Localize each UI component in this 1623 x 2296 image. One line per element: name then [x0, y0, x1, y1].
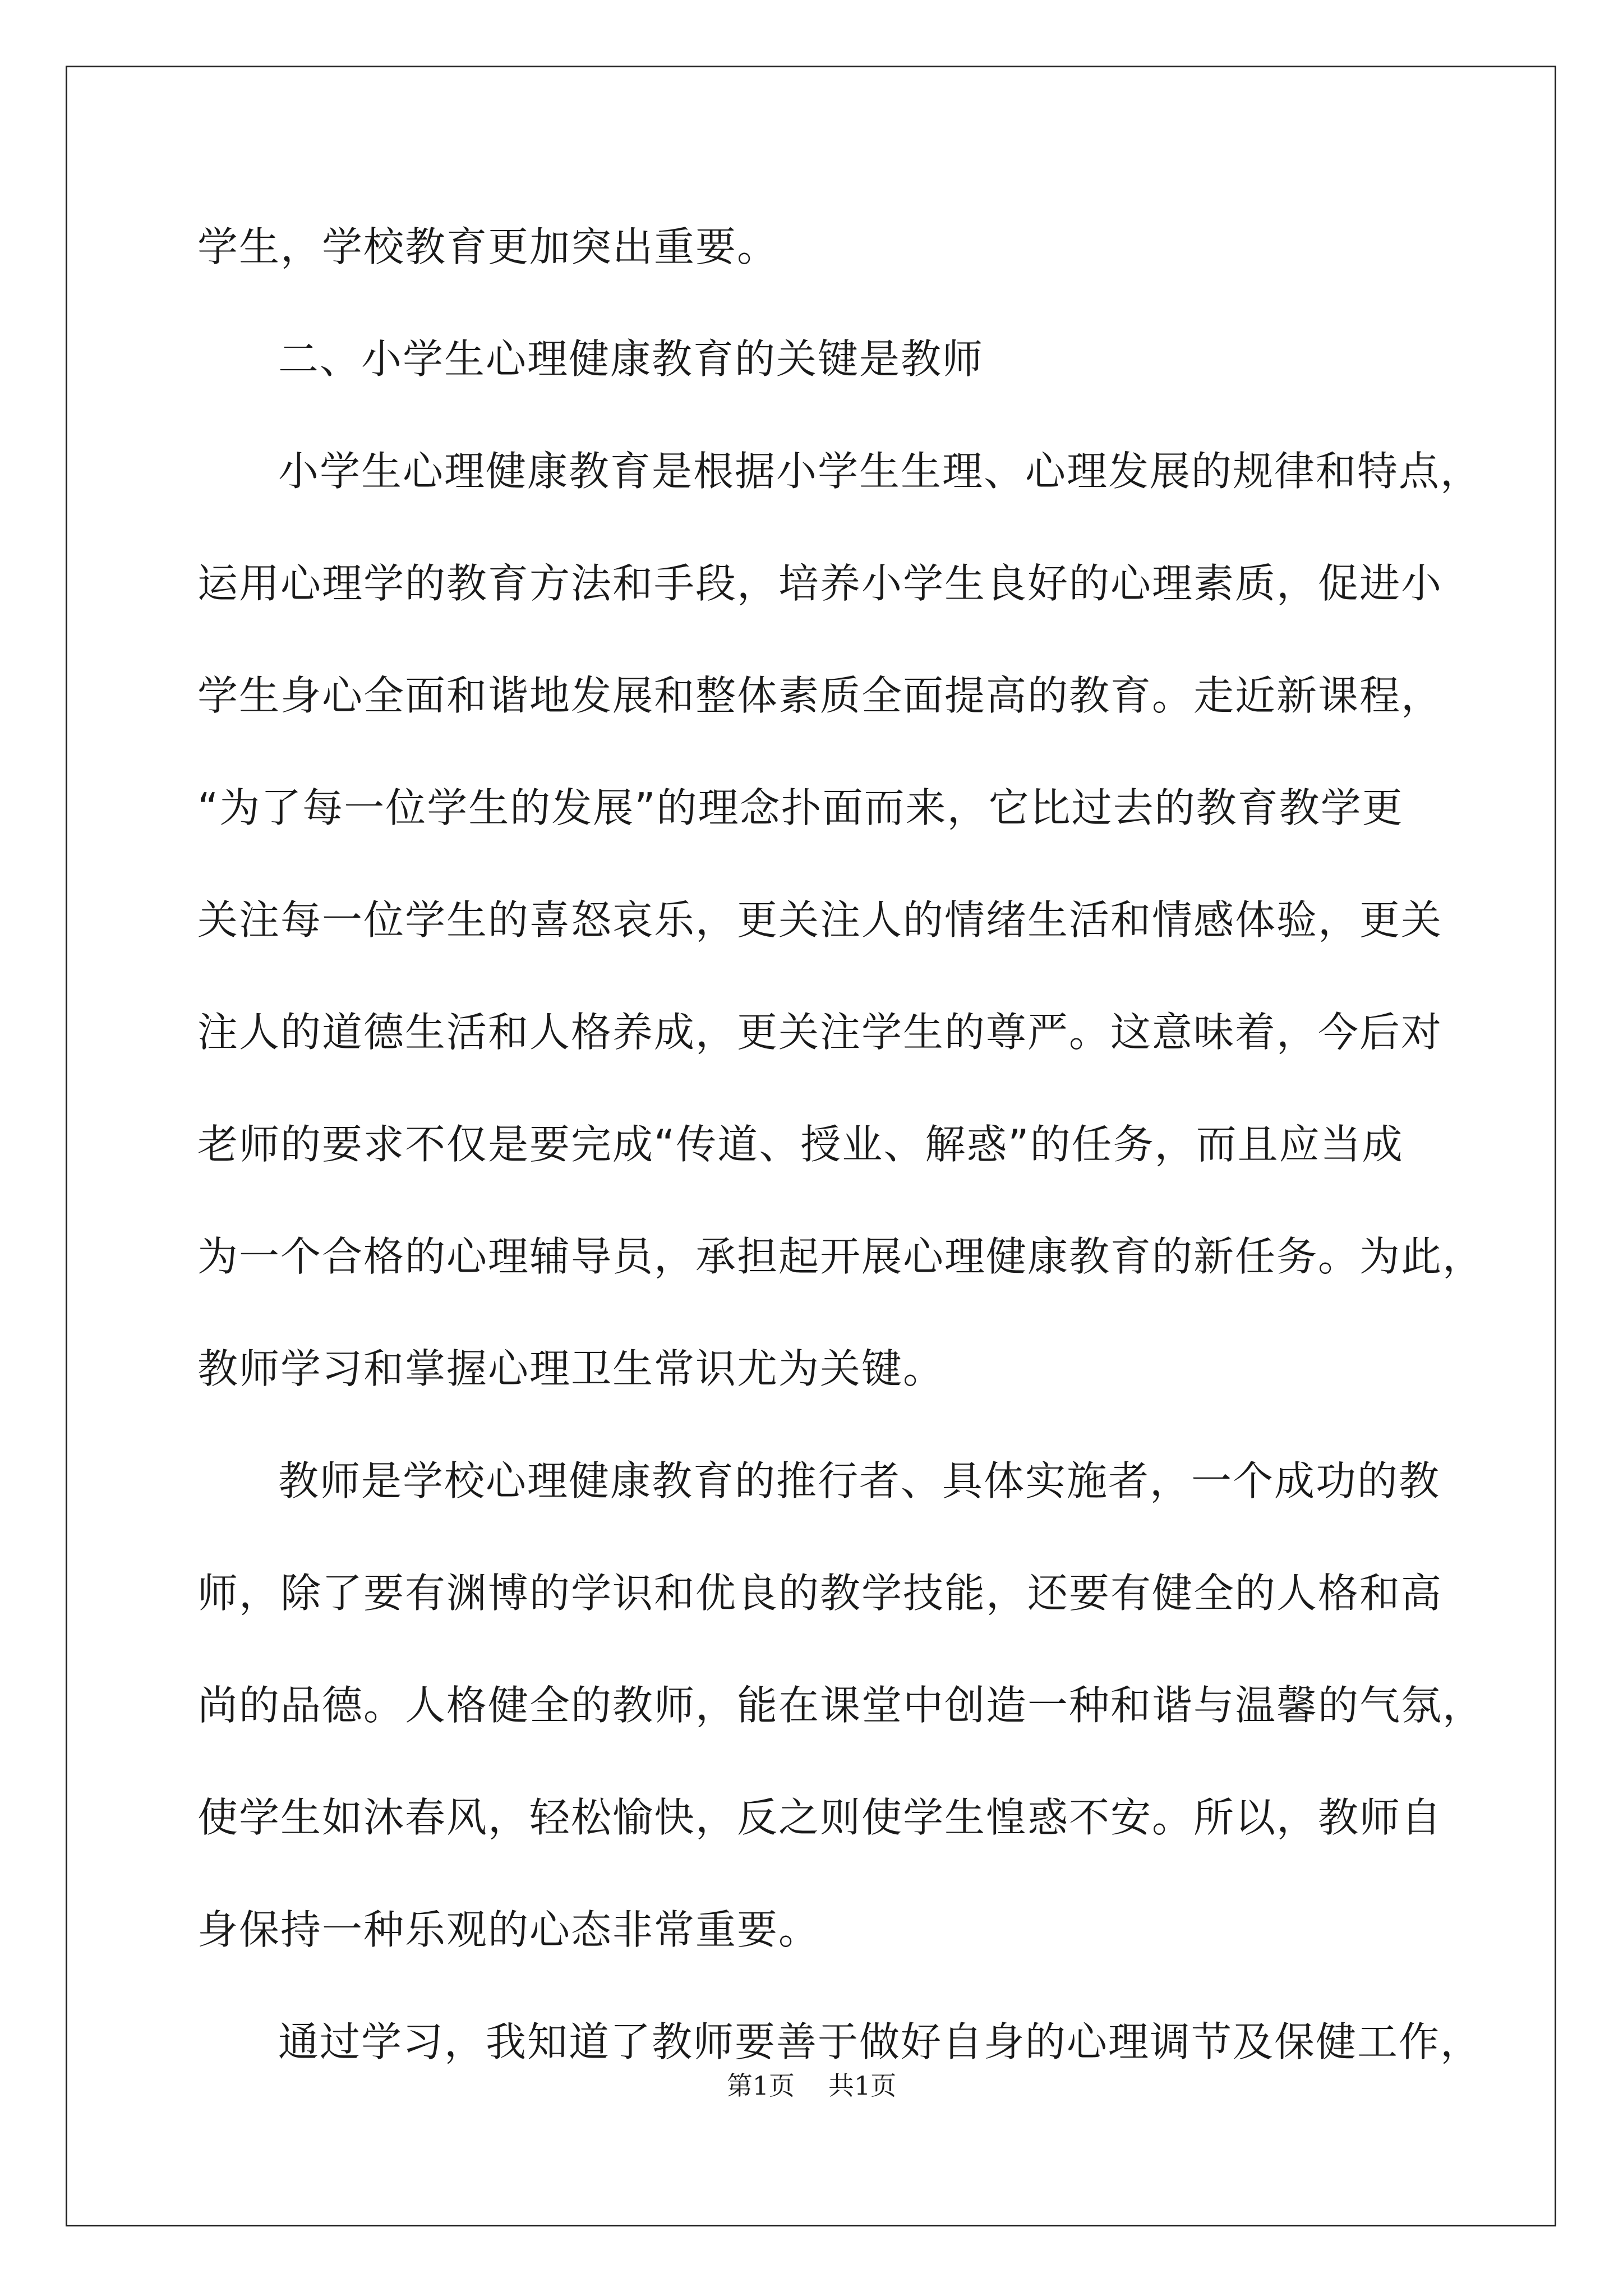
section-heading: 二、小学生心理健康教育的关键是教师 — [278, 335, 984, 383]
text-line: 身保持一种乐观的心态非常重要。 — [197, 1906, 820, 1953]
page-count: 共1页 — [828, 2070, 897, 2101]
text-line: 尚的品德。人格健全的教师，能在课堂中创造一种和谐与温馨的气氛， — [197, 1682, 1484, 1729]
text-line: 学生身心全面和谐地发展和整体素质全面提高的教育。走近新课程， — [197, 672, 1443, 719]
text-line: 学生，学校教育更加突出重要。 — [197, 223, 779, 270]
text-line: 教师是学校心理健康教育的推行者、具体实施者，一个成功的教 — [278, 1457, 1441, 1504]
page-number: 第1页 — [726, 2070, 795, 2101]
text-line: “为了每一位学生的发展”的理念扑面而来，它比过去的教育教学更 — [197, 784, 1404, 831]
text-line: 注人的道德生活和人格养成，更关注学生的尊严。这意味着，今后对 — [197, 1009, 1443, 1056]
page-footer — [0, 2069, 1623, 2102]
text-line: 为一个合格的心理辅导员，承担起开展心理健康教育的新任务。为此， — [197, 1233, 1484, 1280]
text-line: 小学生心理健康教育是根据小学生生理、心理发展的规律和特点， — [278, 448, 1482, 495]
text-line: 使学生如沐春风，轻松愉快，反之则使学生惶惑不安。所以，教师自 — [197, 1794, 1443, 1841]
text-line: 通过学习，我知道了教师要善于做好自身的心理调节及保健工作， — [278, 2018, 1482, 2065]
text-line: 关注每一位学生的喜怒哀乐，更关注人的情绪生活和情感体验，更关 — [197, 896, 1443, 944]
text-line: 老师的要求不仅是要完成“传道、授业、解惑”的任务，而且应当成 — [197, 1121, 1404, 1168]
text-line: 教师学习和掌握心理卫生常识尤为关键。 — [197, 1345, 945, 1392]
text-line: 师，除了要有渊博的学识和优良的教学技能，还要有健全的人格和高 — [197, 1570, 1443, 1617]
text-line: 运用心理学的教育方法和手段，培养小学生良好的心理素质，促进小 — [197, 560, 1443, 607]
